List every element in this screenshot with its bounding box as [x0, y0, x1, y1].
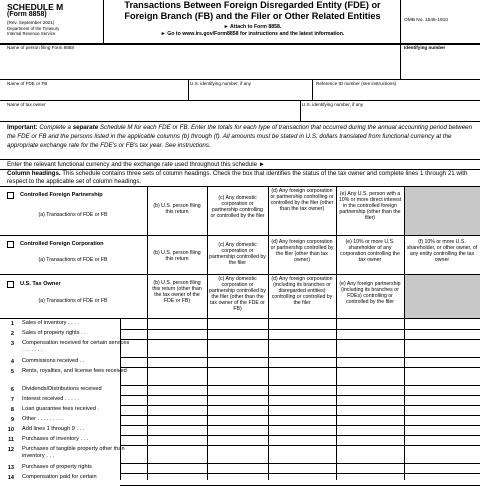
- line-number: 10: [7, 427, 14, 433]
- currency-input[interactable]: [350, 160, 476, 168]
- form-title-1: Transactions Between Foreign Disregarded Entity (FDE) or: [124, 0, 381, 10]
- line-cell[interactable]: [269, 415, 336, 425]
- set3-col-d: (d) Any foreign corporation (including its branches or disregarded entities) controlling or controlled by the filer: [271, 276, 333, 306]
- line-number: 9: [10, 417, 14, 423]
- line-label: Compensation paid for certain: [22, 474, 97, 480]
- line-cell[interactable]: [208, 405, 268, 415]
- line-cell[interactable]: [269, 473, 336, 485]
- set1-checkbox[interactable]: [7, 192, 14, 199]
- line-cell[interactable]: [148, 395, 207, 405]
- line-cell[interactable]: [337, 339, 404, 357]
- line-cell[interactable]: [269, 395, 336, 405]
- fde-name-input[interactable]: [7, 87, 185, 99]
- line-cell[interactable]: [337, 463, 404, 473]
- line-cell[interactable]: [337, 473, 404, 485]
- set3-shade-f: [405, 275, 480, 318]
- line-cell[interactable]: [148, 445, 207, 463]
- line-label: Interest received . . . . .: [22, 396, 79, 402]
- line-cell[interactable]: [269, 435, 336, 445]
- set3-col-b: (b) U.S. person filing this return (other than the tax owner of the FDE or FB): [152, 280, 202, 304]
- line-cell[interactable]: [208, 473, 268, 485]
- reference-id-label: Reference ID number (see instructions): [316, 81, 397, 86]
- us-id-input[interactable]: [190, 87, 310, 99]
- line-cell[interactable]: [269, 319, 336, 329]
- line-cell[interactable]: [208, 425, 268, 435]
- line-cell[interactable]: [337, 319, 404, 329]
- line-cell[interactable]: [148, 435, 207, 445]
- us-id-label: U.S. identifying number, if any: [190, 81, 252, 86]
- set1-col-d: (d) Any foreign corporation or partnership controlling or controlled by the filer (other than the tax owner): [270, 188, 334, 212]
- line-label: Commissions received . .: [22, 358, 85, 364]
- fields-rule-1: [0, 79, 480, 80]
- line-cell[interactable]: [120, 463, 147, 473]
- line-cell[interactable]: [208, 463, 268, 473]
- filer-divider: [400, 44, 401, 79]
- line-number: 13: [7, 465, 14, 471]
- important-text-a: Complete a: [37, 124, 73, 131]
- line-cell[interactable]: [208, 329, 268, 339]
- set2-col-e: (e) 10% or more U.S. shareholder of any corporation controlling the tax owner: [340, 239, 400, 263]
- line-cell[interactable]: [269, 385, 336, 395]
- set2-col-d: (d) Any foreign corporation or partnership controlled by the filer (other than tax owner): [270, 239, 334, 263]
- identifying-number-input[interactable]: [402, 51, 478, 79]
- line-label: Sales of inventory . . . .: [22, 320, 79, 326]
- line-cell[interactable]: [120, 367, 147, 385]
- set2-col-b: (b) U.S. person filing this return: [153, 250, 201, 262]
- line-cell[interactable]: [208, 445, 268, 463]
- department: Department of the Treasury: [7, 26, 60, 31]
- set2-col-a: (a) Transactions of FDE or FB: [38, 257, 108, 263]
- line-cell[interactable]: [337, 357, 404, 367]
- line-cell[interactable]: [148, 319, 207, 329]
- omb-number: OMB No. 1545-1910: [404, 18, 448, 23]
- line-cell[interactable]: [208, 319, 268, 329]
- tax-owner-input[interactable]: [7, 108, 297, 120]
- line-cell[interactable]: [269, 339, 336, 357]
- column-headings-label: Column headings.: [7, 170, 61, 177]
- column-headings-text: This schedule contains three sets of column headings. Check the box that identifies the status of the tax owner and complete lines 1 through 21 with respect to the applicable set of column headings.: [7, 170, 468, 185]
- line-cell[interactable]: [120, 395, 147, 405]
- line-cell[interactable]: [120, 473, 147, 485]
- line-cell[interactable]: [269, 329, 336, 339]
- column-headings-paragraph: [7, 170, 477, 186]
- set1-col-b: (b) U.S. person filing this return: [153, 203, 201, 215]
- line-cell[interactable]: [337, 435, 404, 445]
- line-number: 12: [7, 447, 14, 453]
- set3-col-a: (a) Transactions of FDE or FB: [38, 298, 108, 304]
- line-cell[interactable]: [269, 357, 336, 367]
- line-cell[interactable]: [120, 319, 147, 329]
- line-cell[interactable]: [208, 385, 268, 395]
- fde-divider-2: [312, 80, 313, 100]
- line-number: 14: [7, 475, 14, 481]
- line-cell[interactable]: [405, 357, 480, 367]
- line-cell[interactable]: [148, 473, 207, 485]
- line-cell[interactable]: [337, 425, 404, 435]
- line-cell[interactable]: [120, 329, 147, 339]
- line-number: 6: [10, 387, 14, 393]
- set1-col-a: (a) Transactions of FDE or FB: [38, 212, 108, 218]
- line-cell[interactable]: [148, 463, 207, 473]
- line-cell[interactable]: [337, 395, 404, 405]
- line-cell[interactable]: [208, 339, 268, 357]
- form-ref: (Form 8858): [7, 11, 47, 18]
- set3-checkbox-label: U.S. Tax Owner: [20, 281, 61, 287]
- line-number: 1: [10, 321, 14, 327]
- line-cell[interactable]: [120, 415, 147, 425]
- line-cell[interactable]: [269, 405, 336, 415]
- header-divider-left: [103, 0, 104, 44]
- set1-col-e: (e) Any U.S. person with a 10% or more direct interest in the controlled foreign partnership (other than the filer): [338, 191, 402, 221]
- line-cell[interactable]: [148, 405, 207, 415]
- line-cell[interactable]: [405, 405, 480, 415]
- filer-name-label: Name of person filing Form 8858: [7, 45, 74, 50]
- schedule-label: SCHEDULE M: [7, 2, 64, 12]
- identifying-number-label: Identifying number: [404, 45, 446, 50]
- line-label: Compensation received for certain services . . . . . . .: [22, 340, 130, 353]
- set2-checkbox-label: Controlled Foreign Corporation: [20, 241, 104, 247]
- line-cell[interactable]: [148, 367, 207, 385]
- line-cell[interactable]: [120, 445, 147, 463]
- line-cell[interactable]: [148, 415, 207, 425]
- line-cell[interactable]: [120, 435, 147, 445]
- line-cell[interactable]: [148, 357, 207, 367]
- line-cell[interactable]: [208, 367, 268, 385]
- important-paragraph: [7, 123, 477, 150]
- line-cell[interactable]: [208, 415, 268, 425]
- line-label: Add lines 1 through 9 . . .: [22, 426, 85, 432]
- us-id-input-2[interactable]: [302, 108, 477, 120]
- irs: Internal Revenue Service: [7, 31, 56, 36]
- line-cell[interactable]: [120, 405, 147, 415]
- line-cell[interactable]: [337, 329, 404, 339]
- line-cell[interactable]: [120, 357, 147, 367]
- line-label: Purchases of inventory . . .: [22, 436, 89, 442]
- set3-col-c: (c) Any domestic corporation or partnership controlled by the filer (other than the tax owner of the FDE or FB): [209, 276, 266, 312]
- line-cell[interactable]: [337, 367, 404, 385]
- line-number: 11: [8, 437, 14, 443]
- tax-owner-label: Name of tax owner: [7, 102, 46, 107]
- goto-note: ► Go to www.irs.gov/Form8858 for instructions and the latest information.: [160, 31, 345, 37]
- line-cell[interactable]: [405, 435, 480, 445]
- grid-col-a: [120, 318, 121, 480]
- line-number: 5: [10, 369, 14, 375]
- line-cell[interactable]: [148, 385, 207, 395]
- form-title-2: Foreign Branch (FB) and the Filer or Other Related Entities: [124, 11, 381, 21]
- filer-name-input[interactable]: [7, 51, 397, 79]
- set2-col-f: (f) 10% or more U.S. shareholder, or other owner, of any entity controlling the tax owner: [406, 239, 478, 263]
- set2-col-c: (c) Any domestic corporation or partnership controlled by the filer: [209, 242, 266, 266]
- attach-note: ► Attach to Form 8858.: [223, 24, 282, 30]
- line-cell[interactable]: [405, 319, 480, 329]
- line-label: Loan guarantee fees received .: [22, 406, 100, 412]
- fields-rule-3: [0, 121, 480, 122]
- fde-divider-1: [188, 80, 189, 100]
- line-cell[interactable]: [120, 425, 147, 435]
- us-id-label-2: U.S. identifying number, if any: [302, 102, 364, 107]
- line-number: 2: [10, 331, 14, 337]
- line-cell[interactable]: [405, 385, 480, 395]
- line-number: 4: [10, 359, 14, 365]
- set3-checkbox[interactable]: [7, 281, 14, 288]
- line-label: Other . . . . . . . . .: [22, 416, 64, 422]
- line-number: 3: [10, 341, 14, 347]
- line-cell[interactable]: [120, 385, 147, 395]
- line-cell[interactable]: [208, 357, 268, 367]
- line-cell[interactable]: [337, 445, 404, 463]
- set3-col-e: (e) Any foreign partnership (including its branches or FDEs) controlling or controlled by the filer: [339, 281, 401, 305]
- line-cell[interactable]: [405, 445, 480, 463]
- line-cell[interactable]: [405, 367, 480, 385]
- line-label: Purchases of tangible property other than inventory . . .: [22, 446, 125, 459]
- set1-col-c: (c) Any domestic corporation or partnership controlling or controlled by the filer: [210, 195, 265, 219]
- line-cell[interactable]: [337, 415, 404, 425]
- line-label: Sales of property rights . .: [22, 330, 86, 336]
- line-label: Rents, royalties, and license fees received: [22, 368, 127, 374]
- line-cell[interactable]: [269, 367, 336, 385]
- fde-name-label: Name of FDE or FB: [7, 81, 48, 86]
- line-cell[interactable]: [148, 339, 207, 357]
- rev-date: (Rev. September 2021): [7, 20, 55, 25]
- line-cell[interactable]: [337, 385, 404, 395]
- line-cell[interactable]: [405, 425, 480, 435]
- line-cell[interactable]: [208, 435, 268, 445]
- line-number: 8: [10, 407, 14, 413]
- line-cell[interactable]: [337, 405, 404, 415]
- set1-rule: [0, 235, 480, 236]
- tax-owner-divider: [300, 101, 301, 121]
- line-cell[interactable]: [269, 445, 336, 463]
- important-text-b: Schedule M for each FDE or FB. Enter the totals for each type of transaction that occurred during the annual accounting period between the FDE or FB and the persons listed in the applicable columns (b) through (f). All amounts must be stated in U.S. dollars translated from functional currency at the appropriate exchange rate for the FDE's or FB's tax year. See instructions.: [7, 124, 473, 149]
- line-cell[interactable]: [405, 339, 480, 357]
- line-cell[interactable]: [148, 425, 207, 435]
- line-label: Purchases of property rights: [22, 464, 92, 470]
- currency-line: Enter the relevant functional currency and the exchange rate used throughout this schedule ►: [7, 161, 265, 168]
- fields-rule-2: [0, 100, 480, 101]
- line-cell[interactable]: [208, 395, 268, 405]
- line-cell[interactable]: [148, 329, 207, 339]
- line-number: 7: [10, 397, 14, 403]
- line-cell[interactable]: [405, 395, 480, 405]
- important-label: Important:: [7, 124, 38, 131]
- line-cell[interactable]: [269, 463, 336, 473]
- set1-checkbox-label: Controlled Foreign Partnership: [20, 192, 103, 198]
- line-label: Dividends/Distributions received: [22, 386, 102, 392]
- line-cell[interactable]: [120, 339, 147, 357]
- line-cell[interactable]: [405, 329, 480, 339]
- line-cell[interactable]: [269, 425, 336, 435]
- set2-checkbox[interactable]: [7, 241, 14, 248]
- important-bold: separate: [72, 124, 99, 131]
- header-divider-right: [400, 0, 401, 44]
- line-cell[interactable]: [405, 415, 480, 425]
- reference-id-input[interactable]: [316, 87, 476, 99]
- line-cell[interactable]: [405, 473, 480, 485]
- set1-shade-f: [405, 187, 480, 235]
- line-cell[interactable]: [405, 463, 480, 473]
